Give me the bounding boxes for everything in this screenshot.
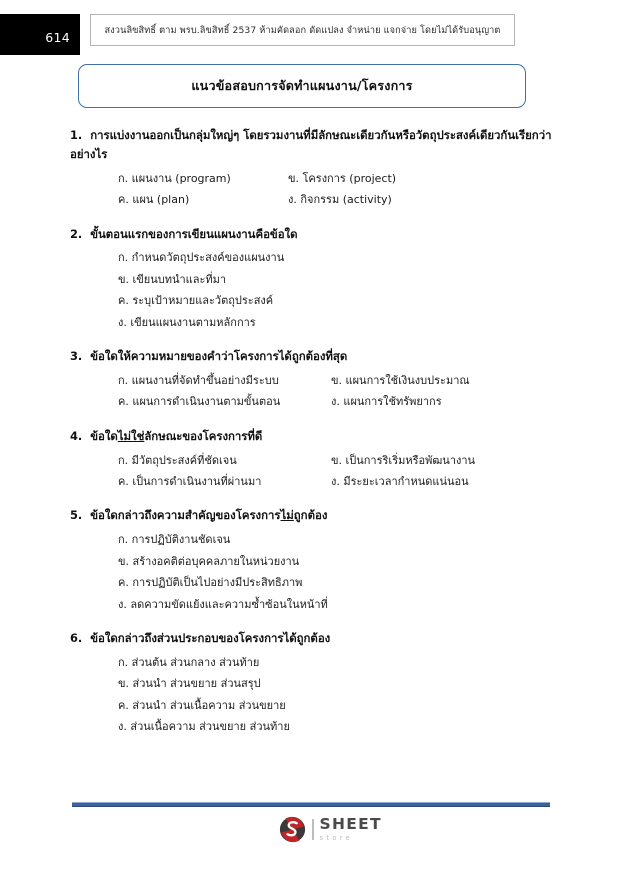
question-number: 3. [70,349,83,364]
question-list [0,126,620,752]
logo-wordmark [320,817,382,841]
question-text-emphasis: ไม่ [280,508,294,523]
choice-item[interactable]: ง. แผนการใช้ทรัพยากร [331,395,442,409]
choice-item[interactable]: ก. การปฏิบัติงานชัดเจน [118,533,231,547]
choice-list [118,370,620,413]
choice-item[interactable]: ข. ส่วนนำ ส่วนขยาย ส่วนสรุป [118,677,261,691]
choice-item[interactable]: ง. ส่วนเนื้อความ ส่วนขยาย ส่วนท้าย [118,720,290,734]
page-number: 614 [45,30,70,45]
question-text: การแบ่งงานออกเป็นกลุ่มใหญ่ๆ โดยรวมงานที่มีลักษณะเดียวกันหรือวัตถุประสงค์เดียวกันเรียกว่าอย่างไร [70,128,552,161]
question-stem [70,427,562,446]
choice-list [0,247,620,333]
copyright-box [90,14,515,46]
choice-row [118,189,620,210]
choice-item[interactable]: ก. แผนงานที่จัดทำขึ้นอย่างมีระบบ [118,373,279,387]
choice-item[interactable]: ข. เขียนบทนำและที่มา [118,272,227,286]
copyright-notice: สงวนลิขสิทธิ์ ตาม พรบ.ลิขสิทธิ์ 2537 ห้ามคัดลอก ดัดแปลง จำหน่าย แจกจ่าย โดยไม่ได้รับอนุญาต [104,24,501,36]
choice-item[interactable]: ข. แผนการใช้เงินงบประมาณ [331,373,470,387]
choice-row [118,370,620,391]
choice-item[interactable]: ค. เป็นการดำเนินงานที่ผ่านมา [118,475,262,488]
question-stem [70,225,562,244]
choice-item[interactable]: ก. แผนงาน (program) [118,171,231,185]
logo-name: SHEET [319,815,382,834]
question-number: 2. [70,226,83,241]
choice-item[interactable]: ค. ระบุเป้าหมายและวัตถุประสงค์ [118,294,274,308]
question-number: 1. [70,128,83,142]
choice-item[interactable]: ก. กำหนดวัตถุประสงค์ของแผนงาน [118,251,285,265]
question-stem [70,347,562,366]
choice-item[interactable]: ก. มีวัตถุประสงค์ที่ชัดเจน [118,453,237,467]
choice-item[interactable]: ข. เป็นการริเริ่มหรือพัฒนางาน [331,453,476,467]
choice-row [118,450,620,471]
question-number: 5. [70,508,83,523]
question-text: ข้อใดกล่าวถึงความสำคัญของโครงการ [90,508,281,523]
question-text-tail: ถูกต้อง [293,508,328,523]
question-text-tail: ลักษณะของโครงการที่ดี [144,428,263,443]
question-block [0,506,620,615]
choice-list [0,529,620,615]
page-header [0,0,620,62]
page-number-box [0,14,80,55]
page-title: แนวข้อสอบการจัดทำแผนงาน/โครงการ [191,78,413,93]
question-stem [70,126,562,164]
choice-item[interactable]: ข. สร้างอคติต่อบุคคลภายในหน่วยงาน [118,554,300,568]
choice-item[interactable]: ค. แผนการดำเนินงานตามขั้นตอน [118,395,281,409]
footer-divider [72,802,550,807]
question-block [0,225,620,334]
question-block [0,427,620,493]
choice-item[interactable]: ค. การปฏิบัติเป็นไปอย่างมีประสิทธิภาพ [118,576,303,590]
choice-list [118,450,620,493]
sheet-s-logo-icon [279,816,306,843]
question-text-emphasis: ไม่ใช่ [117,428,145,443]
sheet-store-logo [279,816,382,843]
question-text: ข้อใดให้ความหมายของคำว่าโครงการได้ถูกต้องที่สุด [90,349,348,364]
choice-row [118,471,620,492]
logo-tagline: store [319,833,354,842]
question-stem [70,629,562,648]
choice-item[interactable]: ง. มีระยะเวลากำหนดแน่นอน [331,475,469,488]
question-block [0,126,620,211]
choice-item[interactable]: ข. โครงการ (project) [288,171,397,185]
question-block [0,629,620,738]
question-text: ข้อใด [90,428,118,443]
choice-item[interactable]: ค. ส่วนนำ ส่วนเนื้อความ ส่วนขยาย [118,698,286,712]
choice-list [0,652,620,738]
question-stem [70,506,562,525]
question-block [0,347,620,413]
logo-divider [312,819,314,840]
choice-item[interactable]: ค. แผน (plan) [118,193,190,207]
page-footer [0,798,620,878]
question-number: 6. [70,631,83,645]
choice-item[interactable]: ง. กิจกรรม (activity) [288,193,392,207]
choice-row [118,168,620,189]
title-banner [78,64,526,108]
question-number: 4. [70,428,83,443]
choice-item[interactable]: ง. เขียนแผนงานตามหลักการ [118,315,256,329]
choice-item[interactable]: ก. ส่วนต้น ส่วนกลาง ส่วนท้าย [118,655,260,669]
choice-item[interactable]: ง. ลดความขัดแย้งและความซ้ำซ้อนในหน้าที่ [118,597,328,611]
choice-row [118,391,620,412]
question-text: ข้อใดกล่าวถึงส่วนประกอบของโครงการได้ถูกต้อง [90,631,331,645]
choice-list [118,168,620,211]
question-text: ขั้นตอนแรกของการเขียนแผนงานคือข้อใด [90,226,298,241]
